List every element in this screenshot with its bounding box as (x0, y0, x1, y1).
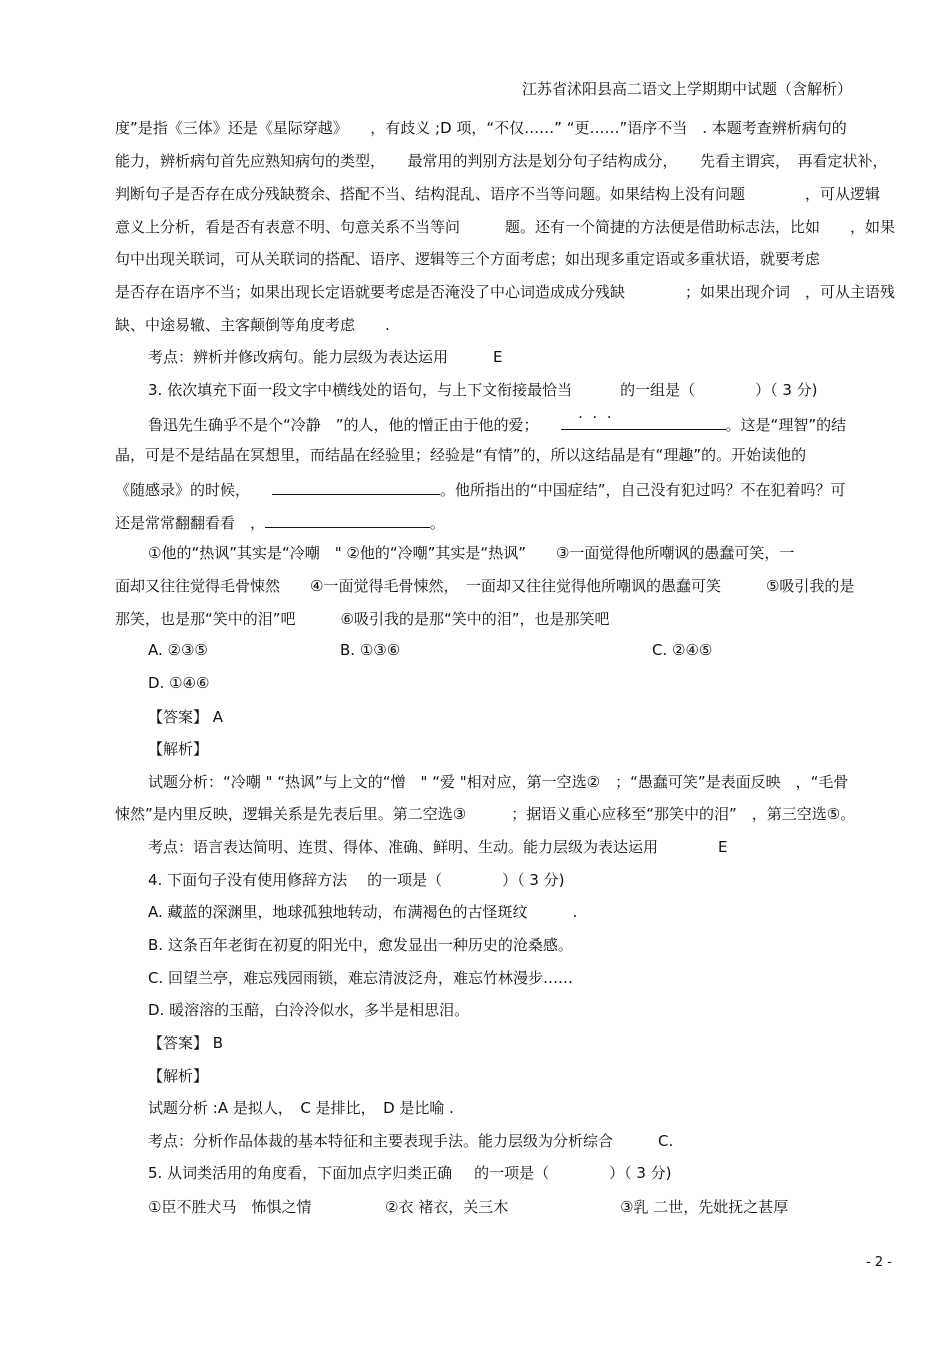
choice-c[interactable]: C. ②④⑤ (652, 641, 713, 659)
answer-label: 【答案】 B (148, 1034, 224, 1052)
analysis-title: 【解析】 (148, 1067, 209, 1085)
blank-1[interactable] (561, 413, 726, 430)
analysis-title: 【解析】 (148, 740, 209, 758)
stem-part: 3. 依次填充下面一段文字中横线处的语句，与上下文衔接最恰当 (148, 381, 573, 399)
choice-d[interactable]: D. ①④⑥ (148, 674, 210, 692)
stem-part: 5. 从词类活用的角度看，下面加点字归类正确 (148, 1164, 453, 1182)
text-line: 度”是指《三体》还是《星际穿越》 ，有歧义 ;D 项，“不仅……” “更……”语序不当 . 本题考查辨析病句的 (115, 119, 847, 137)
blank-3[interactable] (265, 511, 430, 528)
passage-text: 《随感录》的时候， (115, 481, 251, 499)
analysis-text: 试题分析：“冷嘲 " “热讽”与上文的“憎 " “爱 "相对应，第一空选② ；“愚蠢可笑”是表面反映 ，“毛骨 (148, 773, 849, 791)
passage-text: 。他所指出的“中国症结”，自己没有犯过吗？不在犯着吗？可 (440, 481, 846, 499)
choice-b[interactable]: B. ①③⑥ (340, 641, 401, 659)
page-number: - 2 - (866, 1255, 892, 1270)
item-1: ①臣不胜犬马 怖惧之情 (148, 1198, 312, 1216)
text-line: 意义上分析，看是否有表意不明、句意关系不当等问 题。还有一个简捷的方法便是借助标志法，比如 ，如果 (115, 218, 896, 236)
passage-text: 。这是“理智”的结 (725, 416, 847, 434)
choice-c[interactable]: C. 回望兰亭，难忘残园雨锁，难忘清波泛舟，难忘竹林漫步…… (148, 969, 574, 987)
stem-part: 的一项是（ ）（ 3 分) (474, 1164, 672, 1182)
analysis-text: 试题分析 :A 是拟人， C 是排比， D 是比喻 . (148, 1099, 454, 1117)
text-line: 缺、中途易辙、主客颠倒等角度考虑 . (115, 316, 390, 334)
choice-d[interactable]: D. 暖溶溶的玉醅，白泠泠似水，多半是相思泪。 (148, 1001, 470, 1019)
question-3-stem: 3. 依次填充下面一段文字中横线处的语句，与上下文衔接最恰当 . . . 的一组是（ ）（ 3 分) (148, 381, 818, 422)
passage-line: 晶，可是不是结晶在冥想里，而结晶在经验里；经验是“有情”的，所以这结晶是有“理趣”的。开始读他的 (115, 446, 807, 464)
options-line: ①他的“热讽”其实是“冷嘲 " ②他的“冷嘲”其实是“热讽” ③一面觉得他所嘲讽的愚蠢可笑，一 (148, 544, 795, 562)
kaodian-line: 考点：语言表达简明、连贯、得体、准确、鲜明、生动。能力层级为表达运用 E (148, 838, 728, 856)
passage-text: 。 (430, 514, 446, 532)
passage-text: 还是常常翻翻看看 ， (115, 514, 266, 532)
stem-part: 的一组是（ ）（ 3 分) (620, 381, 818, 399)
item-2: ②衣 褚衣，关三木 (385, 1198, 509, 1216)
text-line: 判断句子是否存在成分残缺赘余、搭配不当、结构混乱、语序不当等问题。如果结构上没有问题 ，可从逻辑 (115, 185, 881, 203)
question-4-stem (148, 870, 890, 890)
choice-a[interactable]: A. 藏蓝的深渊里，地球孤独地转动，布满褐色的古怪斑纹 . (148, 903, 578, 921)
blank-2[interactable] (272, 478, 440, 495)
options-line: 那笑，也是那“笑中的泪”吧 ⑥吸引我的是那“笑中的泪”，也是那笑吧 (115, 610, 610, 628)
answer-label: 【答案】 A (148, 708, 224, 726)
page-header: 江苏省沭阳县高二语文上学期期中试题（含解析） (521, 80, 852, 98)
passage-line (115, 511, 890, 531)
item-3: ③乳 二世，先妣抚之甚厚 (620, 1198, 789, 1216)
kaodian-line: 考点：辨析并修改病句。能力层级为表达运用 E (148, 348, 503, 366)
analysis-text: 悚然”是内里反映，逻辑关系是先表后里。第二空选③ ；据语义重心应移至“那笑中的泪” ，第三空选⑤。 (115, 805, 856, 823)
passage-line (115, 478, 890, 498)
kaodian-line: 考点：分析作品体裁的基本特征和主要表现手法。能力层级为分析综合 C. (148, 1132, 674, 1150)
text-line: 能力，辨析病句首先应熟知病句的类型， 最常用的判别方法是划分句子结构成分， 先看主谓宾， 再看定状补， (115, 152, 888, 170)
text-line: 是否存在语序不当；如果出现长定语就要考虑是否淹没了中心词造成成分残缺 ；如果出现介词 ，可从主语残 (115, 283, 896, 301)
choice-a[interactable]: A. ②③⑤ (148, 641, 208, 659)
text-line: 句中出现关联词，可从关联词的搭配、语序、逻辑等三个方面考虑；如出现多重定语或多重状语，就要考虑 (115, 250, 821, 268)
passage-line (148, 413, 890, 433)
choice-b[interactable]: B. 这条百年老街在初夏的阳光中，愈发显出一种历史的沧桑感。 (148, 936, 573, 954)
stem-part: 的一项是（ ）（ 3 分) (367, 871, 565, 889)
options-line: 面却又往往觉得毛骨悚然 ④一面觉得毛骨悚然， 一面却又往往觉得他所嘲讽的愚蠢可笑 ⑤吸引我的是 (115, 577, 855, 595)
question-5-stem (148, 1163, 890, 1183)
stem-part: 4. 下面句子没有使用修辞方法 (148, 871, 348, 889)
passage-text: 鲁迅先生确乎不是个“冷静 ”的人，他的憎正由于他的爱； (148, 416, 539, 434)
